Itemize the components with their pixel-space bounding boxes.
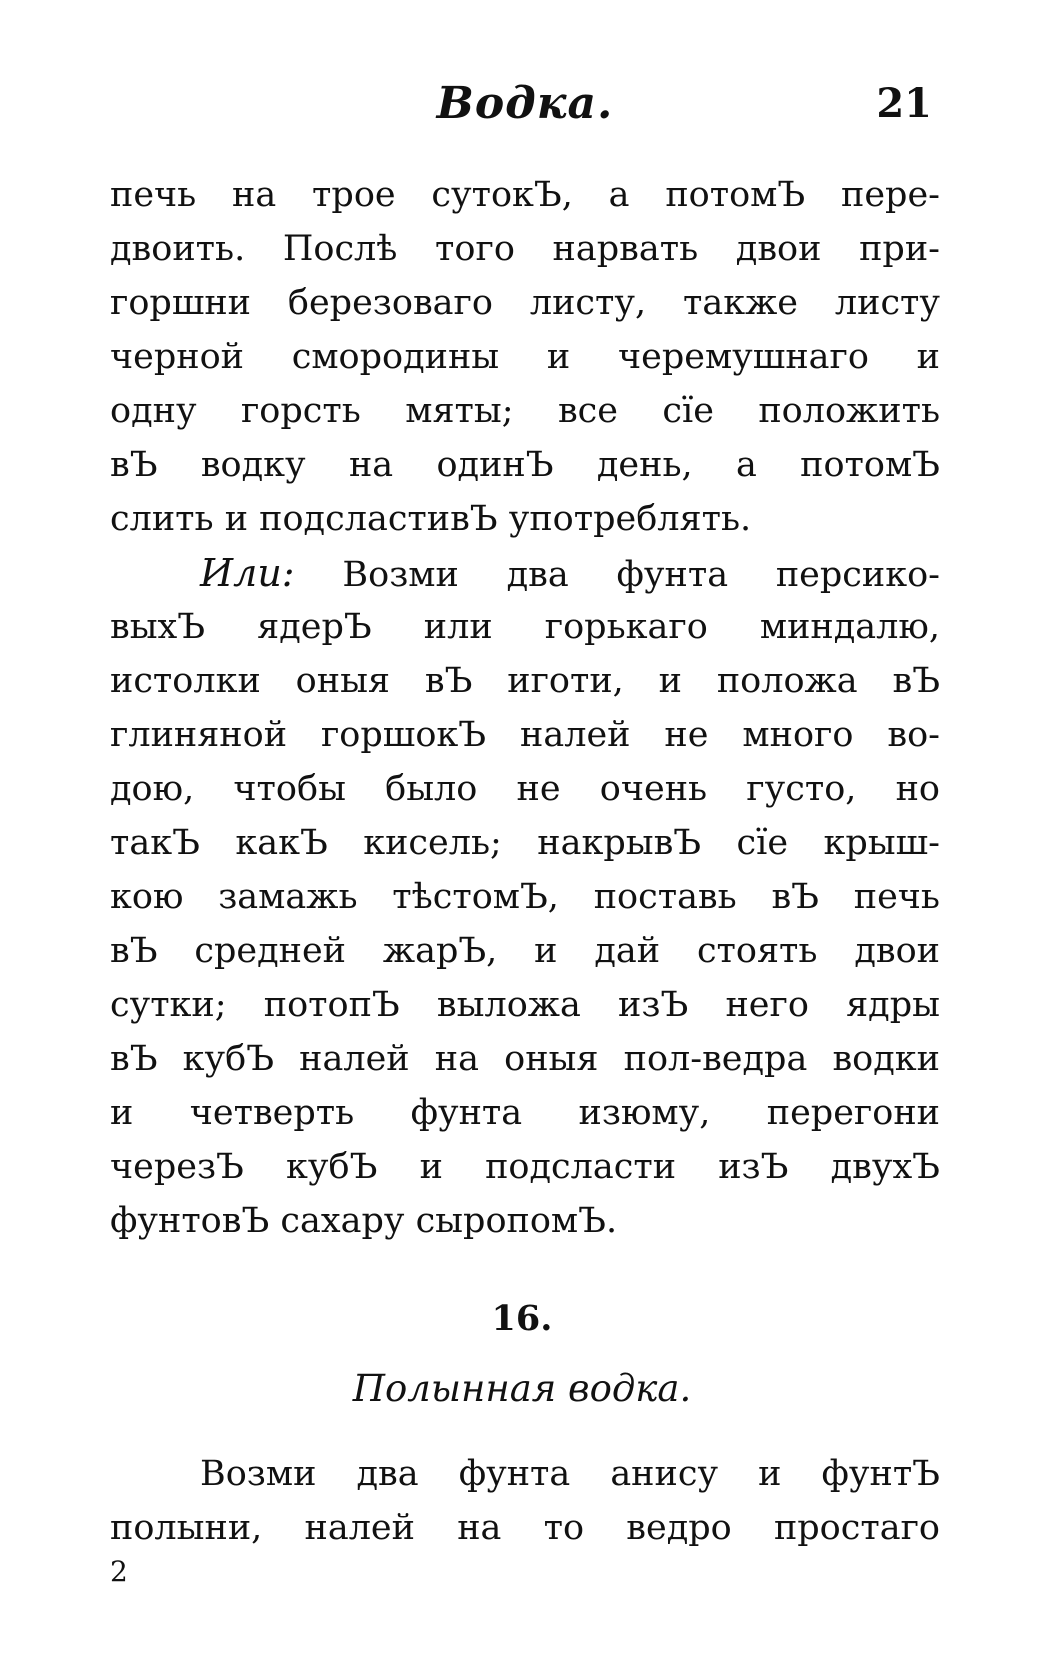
text-line: двоить. Послѣ того нарвать двои при- [110,229,940,269]
text-line: черезЪ кубЪ и подсласти изЪ двухЪ [110,1147,940,1187]
section-title: Полынная водка. [352,1367,692,1410]
lead-word: Или: [200,551,295,595]
text-line: вЪ кубЪ налей на оныя пол-ведра водки [110,1039,940,1079]
text-line: сутки; потопЪ выложа изЪ него ядры [110,985,940,1025]
text-line: дою, чтобы было не очень густо, но [110,769,940,809]
text-line: глиняной горшокЪ налей не много во- [110,715,940,755]
text-line: слить и подсластивЪ употреблять. [110,499,752,539]
text-line: полыни, налей на то ведро простаго [110,1508,940,1548]
text-line: Возми два фунта анису и фунтЪ [200,1454,940,1494]
main-text [110,168,940,1248]
text-line: вЪ средней жарЪ, и дай стоять двои [110,931,940,971]
signature-mark: 2 [110,1555,128,1588]
text-line: печь на трое сутокЪ, а потомЪ пере- [110,175,940,215]
text-line: такЪ какЪ кисель; накрывЪ сїе крыш- [110,823,940,863]
running-title: Водка. [436,78,614,129]
recipe-text [110,1447,940,1555]
text-line: фунтовЪ сахару сыропомЪ. [110,1201,618,1241]
text-line: кою замажь тѣстомЪ, поставь вЪ печь [110,877,940,917]
text-line: вЪ водку на одинЪ день, а потомЪ [110,445,940,485]
text-line: выхЪ ядерЪ или горькаго миндалю, [110,607,940,647]
paragraph-first-line [110,546,940,600]
text-line: черной смородины и черемушнаго и [110,337,940,377]
text-line: истолки оныя вЪ иготи, и положа вЪ [110,661,940,701]
text-line: одну горсть мяты; все сїе положить [110,391,940,431]
running-head [110,78,940,138]
first-line-text: Возми два фунта персико- [342,555,940,595]
page-number: 21 [876,80,932,127]
text-line: горшни березоваго листу, также листу [110,283,940,323]
section-number: 16. [491,1298,553,1339]
text-line: и четверть фунта изюму, перегони [110,1093,940,1133]
